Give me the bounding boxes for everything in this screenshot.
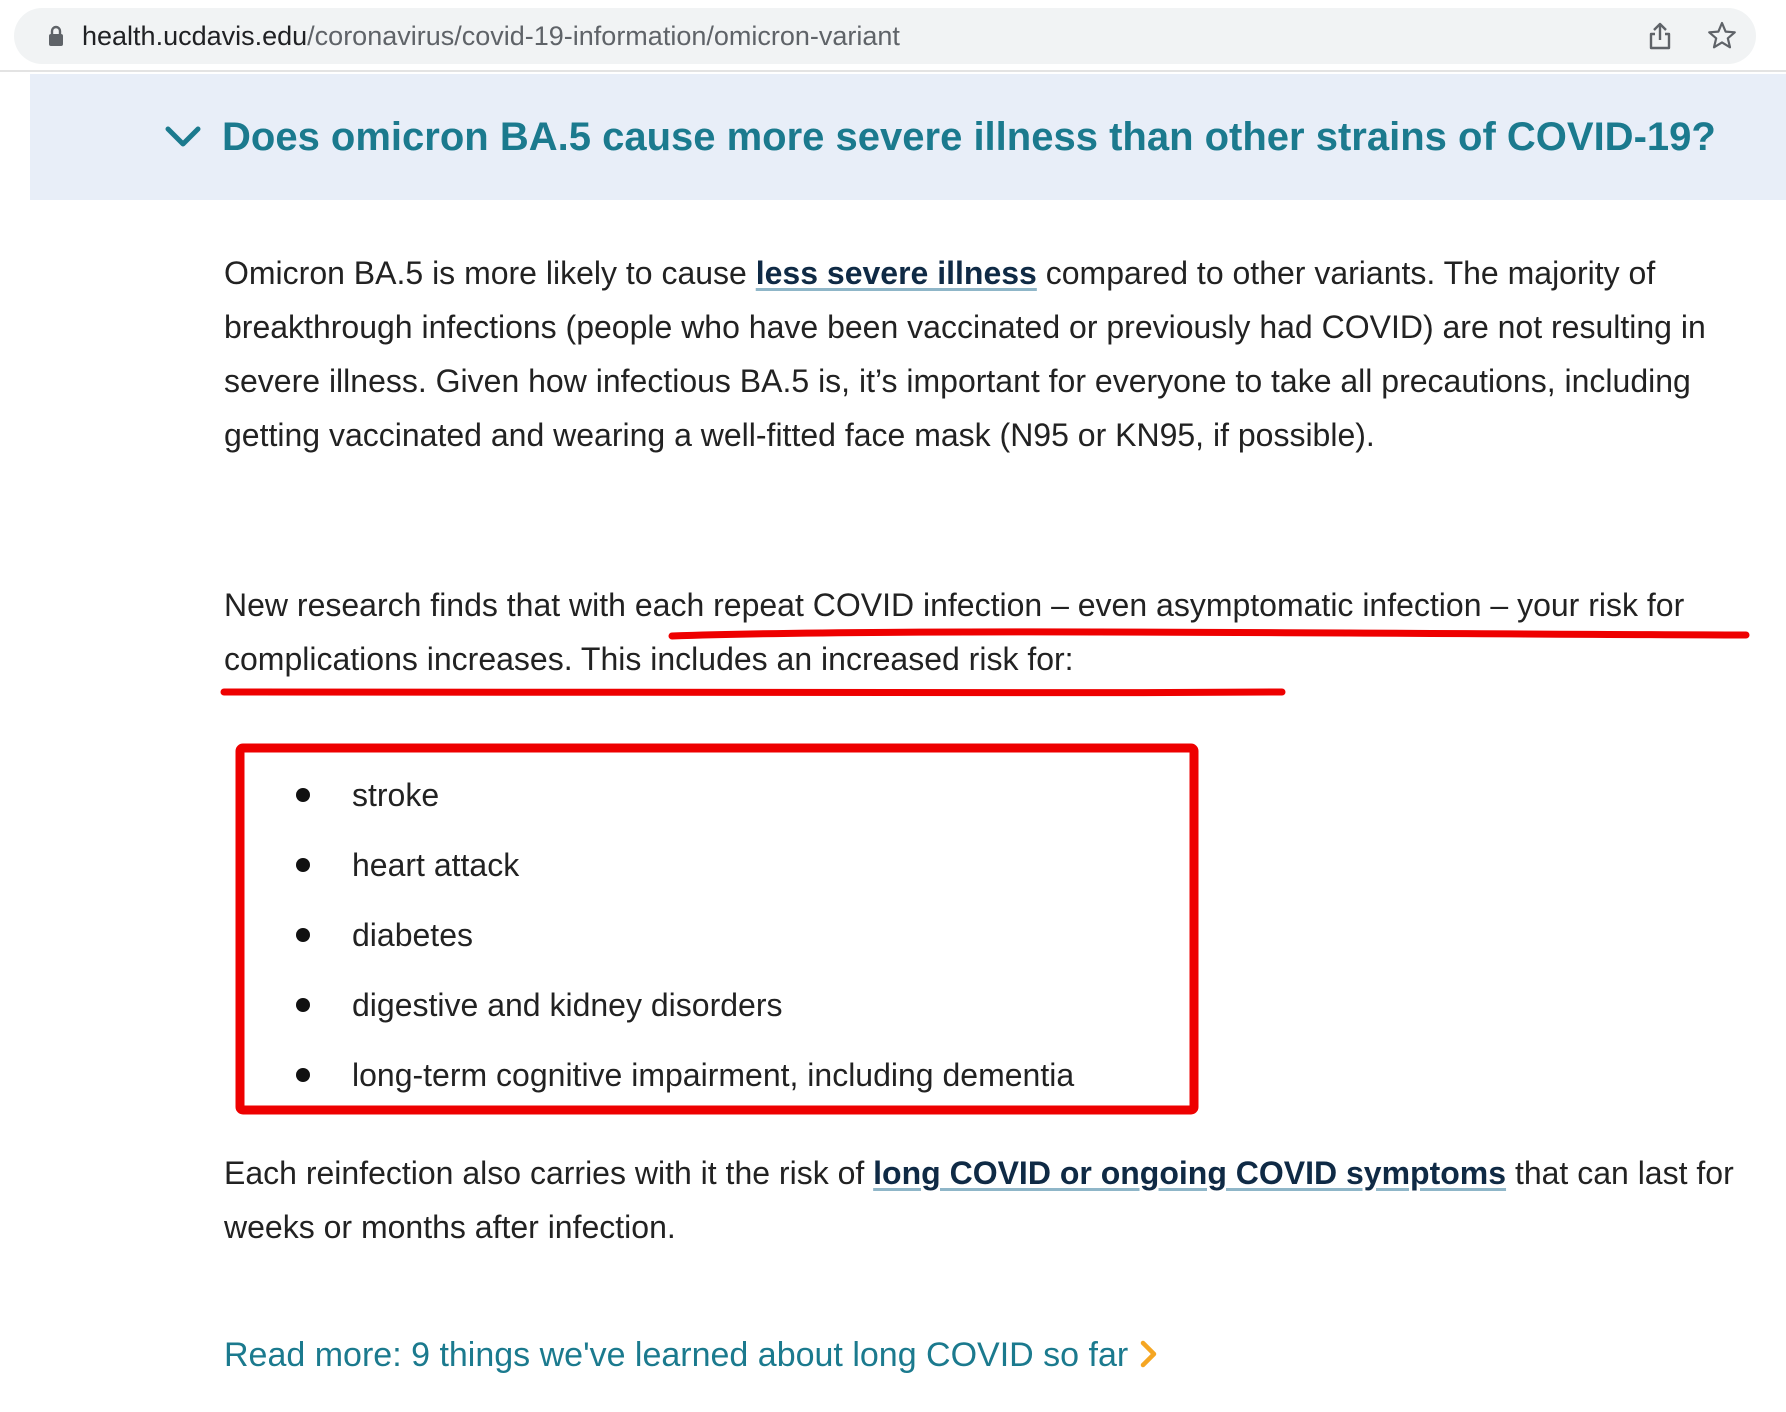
accordion-title: Does omicron BA.5 cause more severe illness than other strains of COVID-19?: [222, 115, 1716, 159]
chevron-down-icon[interactable]: [160, 114, 206, 160]
bullet: [296, 998, 310, 1012]
paragraph-severity-rest: compared to other variants. The majority of breakthrough infections (people who have been vaccinated or previously had COVID) are not resulting in severe illness. Given how infectious BA.5 is, it’s important for everyone to take all precautions, including getting vaccinated and wearing a well-fitted face mask (N95 or KN95, if possible).: [224, 255, 1706, 453]
long-covid-link[interactable]: long COVID or ongoing COVID symptoms: [873, 1155, 1507, 1191]
lock-icon: [42, 22, 70, 50]
list-item-text: digestive and kidney disorders: [352, 987, 783, 1023]
url-path: /coronavirus/covid-19-information/omicron-variant: [307, 21, 900, 51]
list-item: [224, 760, 1074, 830]
list-item-text: heart attack: [352, 847, 520, 883]
list-item: [224, 1040, 1074, 1110]
address-bar[interactable]: [14, 8, 1756, 64]
annotation-underline: [224, 692, 1282, 694]
chevron-right-icon: [1138, 1339, 1160, 1369]
list-item: [224, 900, 1074, 970]
read-more-label: Read more: 9 things we've learned about long COVID so far: [224, 1336, 1129, 1374]
url-host: health.ucdavis.edu: [82, 21, 308, 51]
share-icon[interactable]: [1644, 20, 1676, 52]
risk-list: [224, 760, 1074, 1110]
list-item-text: diabetes: [352, 917, 473, 953]
paragraph-long-covid-rest: that can last for weeks or months after infection.: [224, 1155, 1734, 1245]
less-severe-illness-link[interactable]: less severe illness: [755, 255, 1037, 291]
bullet: [296, 858, 310, 872]
paragraph-severity: [224, 246, 1754, 462]
bullet: [296, 928, 310, 942]
browser-toolbar: [0, 0, 1786, 72]
list-item: [224, 970, 1074, 1040]
paragraph-severity-lead: Omicron BA.5 is more likely to cause: [224, 255, 756, 291]
url-text[interactable]: [82, 8, 900, 64]
list-item-text: long-term cognitive impairment, including dementia: [352, 1057, 1075, 1093]
bullet: [296, 1068, 310, 1082]
bookmark-star-icon[interactable]: [1706, 20, 1738, 52]
bullet: [296, 788, 310, 802]
read-more-link[interactable]: [224, 1328, 1160, 1382]
accordion-header[interactable]: [30, 74, 1786, 200]
paragraph-long-covid: [224, 1146, 1754, 1254]
list-item-text: stroke: [352, 777, 440, 813]
list-item: [224, 830, 1074, 900]
paragraph-long-covid-lead: Each reinfection also carries with it the risk of: [224, 1155, 874, 1191]
paragraph-reinfection-risk: New research finds that with each repeat COVID infection – even asymptomatic infection – your risk for complications increases. This includes an increased risk for:: [224, 587, 1685, 677]
